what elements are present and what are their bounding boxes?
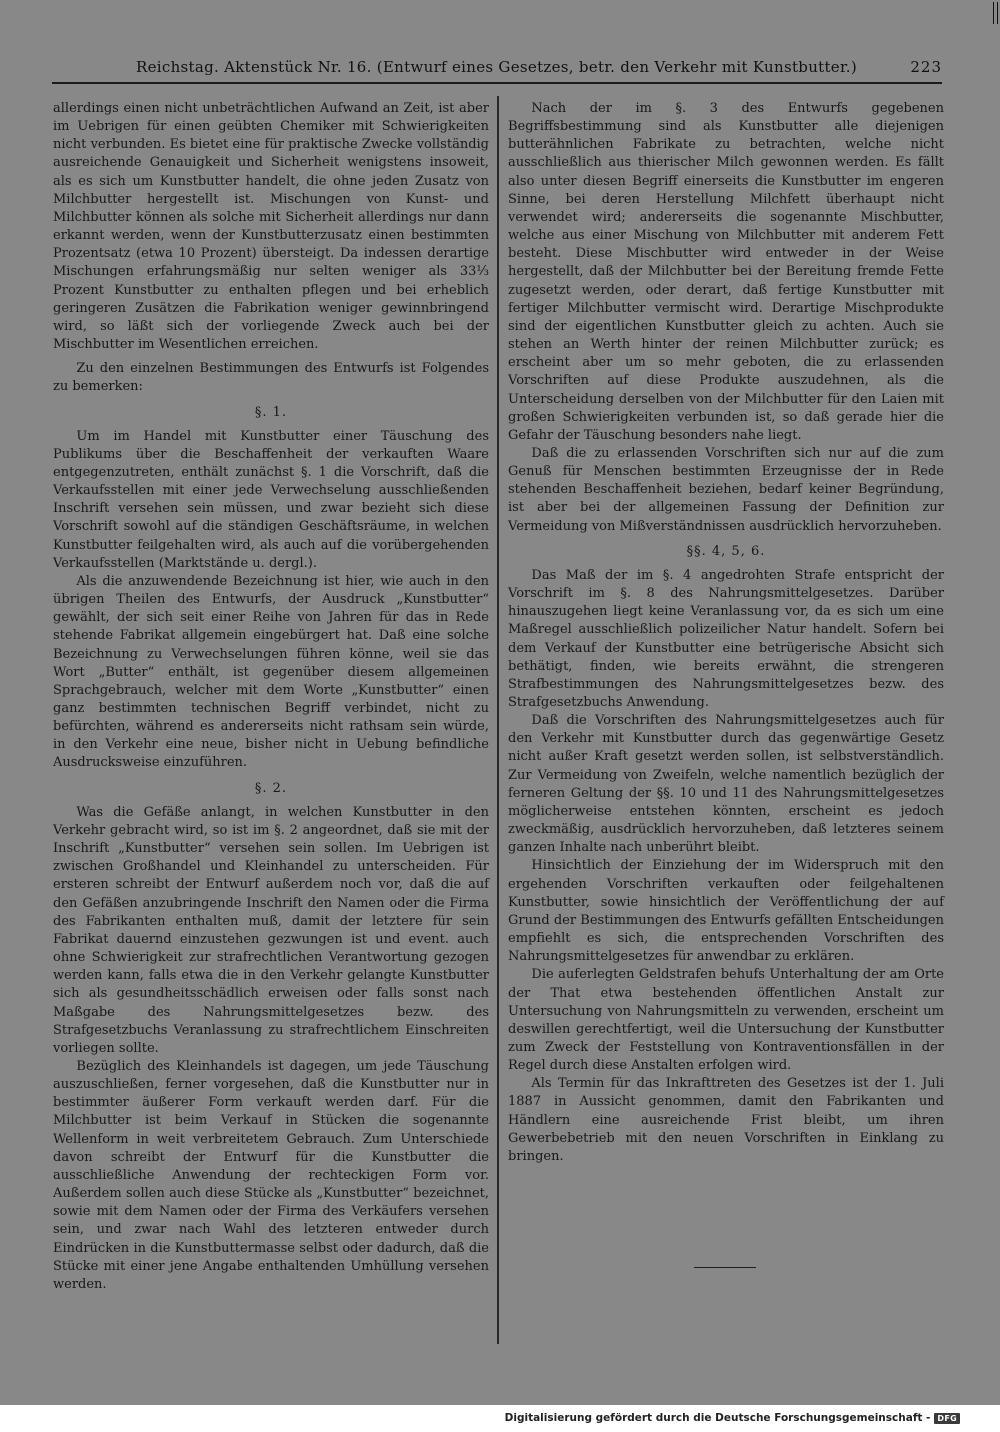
paragraph: Als die anzuwendende Bezeichnung ist hier, wie auch in den übrigen Theilen des Entwurfs, der Ausdruck „Kunstbutter“ gewählt, der sich seit einer Reihe von Jahren für das in Rede stehende Fabrikat allgemein eingebürgert hat. Daß eine solche Bezeichnung zu Verwechselungen führen könne, weil sie das Wort „Butter“ enthält, ist gegenüber diesem allgemeinen Sprachgebrauch, welcher mit dem Worte „Kunstbutter“ einen ganz bestimmten technischen Begriff verbindet, nicht zu befürchten, während es andererseits nicht rathsam sein würde, in den Verkehr eine neue, bisher nicht in Uebung befindliche Ausdrucksweise einzuführen. [53, 573, 489, 771]
section-heading: §. 1. [254, 404, 288, 420]
paragraph: Daß die zu erlassenden Vorschriften sich nur auf die zum Genuß für Menschen bestimmten Erzeugnisse der in Rede stehenden Beschaffenheit beziehen, bedarf keiner Begründung, ist aber bei der allgemeinen Fassung der Definition zur Vermeidung von Mißverständnissen ausdrücklich hervorzuheben. [508, 445, 944, 534]
paragraph: Zu den einzelnen Bestimmungen des Entwurfs ist Folgendes zu bemerken: [53, 361, 489, 395]
paragraph: allerdings einen nicht unbeträchtlichen Aufwand an Zeit, ist aber im Uebrigen für einen geübten Chemiker mit Schwierigkeiten nicht verbunden. Es bietet eine für praktische Zwecke vollständig ausreichende Genauigkeit und Sicherheit wenigstens insoweit, als es sich um Kunstbutter handelt, die ohne jeden Zusatz von Milchbutter hergestellt ist. Mischungen von Kunst- und Milchbutter können als solche mit Sicherheit allerdings nur dann erkannt werden, wenn der Kunstbutterzusatz einen bestimmten Prozentsatz (etwa 10 Prozent) übersteigt. Da indessen derartige Mischungen erfahrungsmäßig nur selten weniger als 33⅓ Prozent Kunstbutter zu enthalten pflegen und bei erheblich geringeren Zusätzen die Fabrikation weniger gewinnbringend wird, so läßt sich der vorliegende Zweck auch bei der Mischbutter im Wesentlichen erreichen. [53, 101, 489, 353]
right-column [508, 100, 944, 1166]
credit-text: Digitalisierung gefördert durch die Deutsche Forschungsgemeinschaft - [504, 1412, 931, 1424]
header-rule [52, 82, 942, 84]
running-title: Reichstag. Aktenstück Nr. 16. (Entwurf eines Gesetzes, betr. den Verkehr mit Kunstbutter.) [136, 58, 858, 76]
paragraph: Was die Gefäße anlangt, in welchen Kunstbutter in den Verkehr gebracht wird, so ist im §. 2 angeordnet, daß sie mit der Inschrift „Kunstbutter“ versehen sein sollen. Im Uebrigen ist zwischen Großhandel und Kleinhandel zu unterscheiden. Für ersteren schreibt der Entwurf außerdem noch vor, daß die auf den Gefäßen anzubringende Inschrift den Namen oder die Firma des Fabrikanten enthalten muß, damit der letztere für sein Fabrikat dauernd einzustehen gezwungen ist und event. auch ohne Schwierigkeit zur strafrechtlichen Verantwortung gezogen werden kann, falls etwa die in den Verkehr gelangte Kunstbutter sich als gesundheitsschädlich erweisen oder falls sonst nach Maßgabe des Nahrungsmittelgesetzes bezw. des Strafgesetzbuchs Veranlassung zu strafrechtlichem Einschreiten vorliegen sollte. [53, 804, 489, 1056]
section-heading: §§. 4, 5, 6. [686, 543, 766, 559]
paragraph: Als Termin für das Inkrafttreten des Gesetzes ist der 1. Juli 1887 in Aussicht genommen, damit den Fabrikanten und Händlern eine ausreichende Frist bleibt, um ihren Gewerbebetrieb mit den neuen Vorschriften in Einklang zu bringen. [508, 1076, 944, 1164]
paragraph: Nach der im §. 3 des Entwurfs gegebenen Begriffsbestimmung sind als Kunstbutter alle diejenigen butterähnlichen Fabrikate zu betrachten, welche nicht ausschließlich aus thierischer Milch gewonnen werden. Es fällt also unter diesen Begriff einerseits die Kunstbutter im engeren Sinne, bei deren Herstellung Milchfett überhaupt nicht verwendet wird; andererseits die sogenannte Mischbutter, welche aus einer Mischung von Milchbutter mit anderem Fett besteht. Diese Mischbutter wird entweder in der Weise hergestellt, daß der Milchbutter bei der Bereitung fremde Fette zugesetzt werden, oder derart, daß fertige Kunstbutter mit fertiger Milchbutter vermischt wird. Derartige Mischprodukte sind der eigentlichen Kunstbutter gleich zu achten. Auch sie stehen an Werth hinter der reinen Milchbutter zurück; es erscheint aber um so mehr geboten, die zu erlassenden Vorschriften auf diese Produkte auszudehnen, als die Unterscheidung derselben von der Milchbutter für den Laien mit großen Schwierigkeiten verbunden ist, so daß gerade hier die Gefahr der Täuschung besonders nahe liegt. [508, 101, 944, 443]
page-edge-mark [993, 2, 998, 24]
section-heading: §. 2. [254, 780, 288, 796]
page-number: 223 [910, 58, 942, 76]
dfg-logo-icon: DFG [934, 1413, 960, 1424]
paragraph: Hinsichtlich der Einziehung der im Widerspruch mit den ergehenden Vorschriften verkauften oder feilgehaltenen Kunstbutter, sowie hinsichtlich der Veröffentlichung der auf Grund der Bestimmungen des Entwurfs gefällten Entscheidungen empfiehlt es sich, die entsprechenden Vorschriften des Nahrungsmittelgesetzes für anwendbar zu erklären. [508, 858, 944, 965]
column-divider [497, 96, 499, 1344]
paragraph: Bezüglich des Kleinhandels ist dagegen, um jede Täuschung auszuschließen, ferner vorgesehen, daß die Kunstbutter nur in bestimmter äußerer Form verkauft werden darf. Für die Milchbutter ist beim Verkauf in Stücken die sogenannte Wellenform in weit verbreitetem Gebrauch. Zum Unterschiede davon schreibt der Entwurf für die Kunstbutter die ausschließliche Anwendung der rechteckigen Form vor. Außerdem sollen auch diese Stücke als „Kunstbutter“ bezeichnet, sowie mit dem Namen oder der Firma des Verkäufers versehen sein, und zwar nach Wahl des letzteren entweder durch Eindrücken in die Kunstbuttermasse selbst oder dadurch, daß die Stücke mit einer jene Angabe enthaltenden Umhüllung versehen werden. [53, 1058, 489, 1292]
paragraph: Daß die Vorschriften des Nahrungsmittelgesetzes auch für den Verkehr mit Kunstbutter durch das gegenwärtige Gesetz nicht außer Kraft gesetzt werden sollen, ist selbstverständlich. Zur Vermeidung von Zweifeln, welche namentlich bezüglich der ferneren Geltung der §§. 10 und 11 des Nahrungsmittelgesetzes möglicherweise entstehen könnten, erscheint es jedoch zweckmäßig, ausdrücklich hervorzuheben, daß letzteres seinem ganzen Inhalte nach unberührt bleibt. [508, 713, 944, 856]
digitization-credit [505, 1410, 960, 1426]
paragraph: Das Maß der im §. 4 angedrohten Strafe entspricht der Vorschrift im §. 8 des Nahrungsmittelgesetzes. Darüber hinauszugehen liegt keine Veranlassung vor, da es sich um eine Maßregel ausschließlich polizeilicher Natur handelt. Sofern bei dem Verkauf der Kunstbutter eine betrügerische Absicht sich bethätigt, finden, wie bereits erwähnt, die strengeren Strafbestimmungen des Nahrungsmittelgesetzes bezw. des Strafgesetzbuchs Anwendung. [508, 567, 944, 710]
end-rule [694, 1267, 756, 1268]
page-header [52, 52, 942, 82]
paragraph: Um im Handel mit Kunstbutter einer Täuschung des Publikums über die Beschaffenheit der verkauften Waare entgegenzutreten, enthält zunächst §. 1 die Vorschrift, daß die Verkaufsstellen mit einer jede Verwechselung ausschließenden Inschrift versehen sein müssen, und zwar bezieht sich diese Vorschrift sowohl auf die ständigen Geschäftsräume, in welchen Kunstbutter feilgehalten wird, als auch auf die vorübergehenden Verkaufsstellen (Marktstände u. dergl.). [53, 428, 489, 571]
paragraph: Die auferlegten Geldstrafen behufs Unterhaltung der am Orte der That etwa bestehenden öffentlichen Anstalt zur Untersuchung von Nahrungsmitteln zu verwenden, erscheint um deswillen gerechtfertigt, weil die Untersuchung der Kunstbutter zum Zweck der Feststellung von Kontraventionsfällen in der Regel durch diese Anstalten erfolgen wird. [508, 967, 944, 1074]
left-column [53, 100, 489, 1294]
